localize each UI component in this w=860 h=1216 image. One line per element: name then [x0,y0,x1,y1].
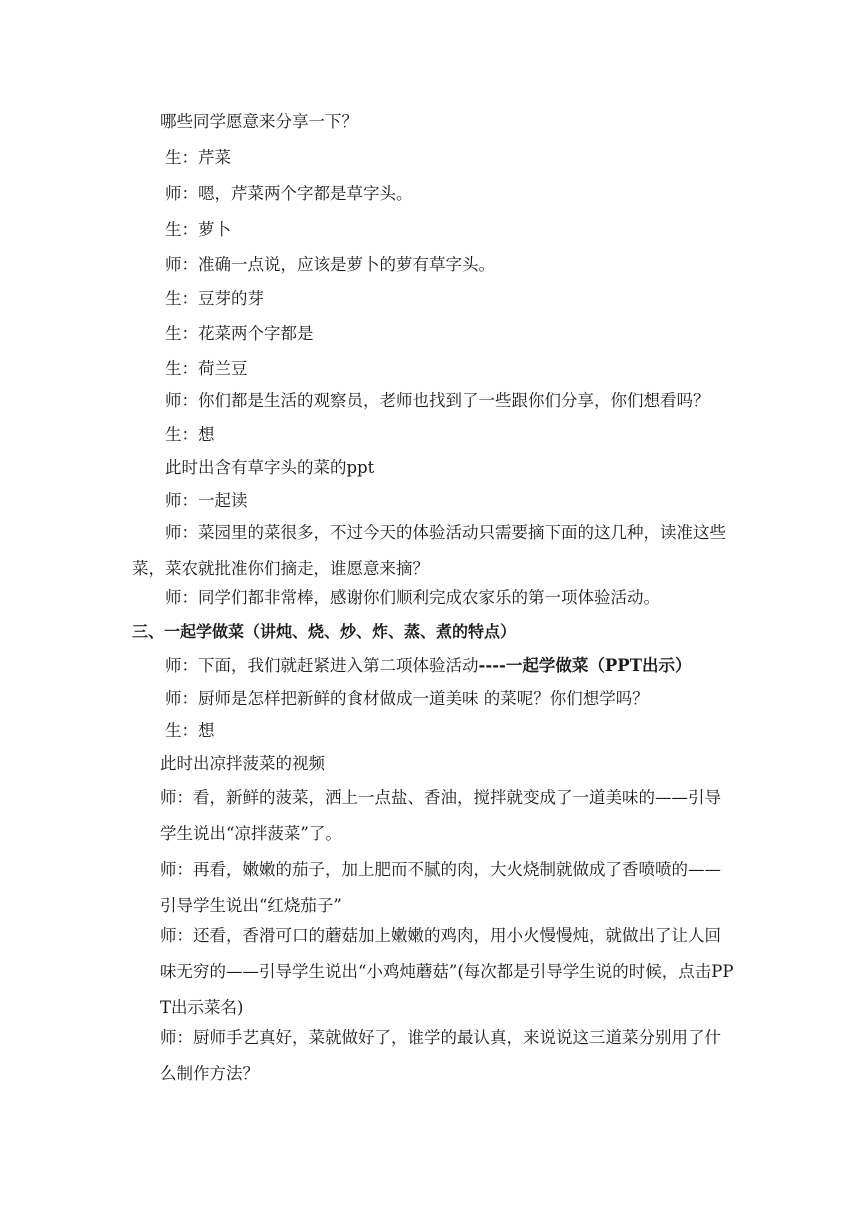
paragraph: 师：还看，香滑可口的蘑菇加上嫩嫩的鸡肉，用小火慢慢炖，就做出了让人回味无穷的——引导学生说出“小鸡炖蘑菇”(每次都是引导学生说的时候，点击PPT出示菜名) [160,926,734,1017]
paragraph: 生：芹菜 [165,148,231,167]
paragraph: 此时出含有草字头的菜的ppt [165,458,375,477]
paragraph: 师：嗯，芹菜两个字都是草字头。 [165,184,413,203]
paragraph: 生：花菜两个字都是 [165,324,314,343]
paragraph: 师：准确一点说，应该是萝卜的萝有草字头。 [165,255,495,274]
paragraph: 师：菜园里的菜很多，不过今天的体验活动只需要摘下面的这几种，读准这些菜，菜农就批准你们摘走，谁愿意来摘？ [132,523,726,578]
paragraph: 师：厨师手艺真好，菜就做好了，谁学的最认真，来说说这三道菜分别用了什么制作方法？ [160,1028,721,1083]
paragraph: 师：看，新鲜的菠菜，洒上一点盐、香油，搅拌就变成了一道美味的——引导学生说出“凉拌菠菜”了。 [160,788,721,843]
paragraph: 哪些同学愿意来分享一下？ [160,112,358,131]
paragraph: 生：豆芽的芽 [165,289,264,308]
paragraph-text: 师：下面，我们就赶紧进入第二项体验活动 [165,656,479,675]
paragraph: 师：再看，嫩嫩的茄子，加上肥而不腻的肉，大火烧制就做成了香喷喷的——引导学生说出“红烧茄子” [160,860,721,915]
paragraph: 此时出凉拌菠菜的视频 [160,754,325,773]
paragraph: 生：想 [165,721,215,740]
paragraph: 生：萝卜 [165,220,231,239]
paragraph: 师：一起读 [165,491,248,510]
paragraph: 生：荷兰豆 [165,359,248,378]
section-heading: 三、一起学做菜（讲炖、烧、炒、炸、蒸、煮的特点） [132,622,517,641]
paragraph: 生：想 [165,425,215,444]
paragraph: 师：你们都是生活的观察员，老师也找到了一些跟你们分享，你们想看吗？ [165,391,710,410]
paragraph: 师：厨师是怎样把新鲜的食材做成一道美味 的菜呢？你们想学吗？ [165,689,649,708]
paragraph: 师：同学们都非常棒，感谢你们顺利完成农家乐的第一项体验活动。 [165,588,660,607]
emphasis-text: ----一起学做菜（PPT出示） [478,656,692,675]
paragraph [165,648,692,684]
